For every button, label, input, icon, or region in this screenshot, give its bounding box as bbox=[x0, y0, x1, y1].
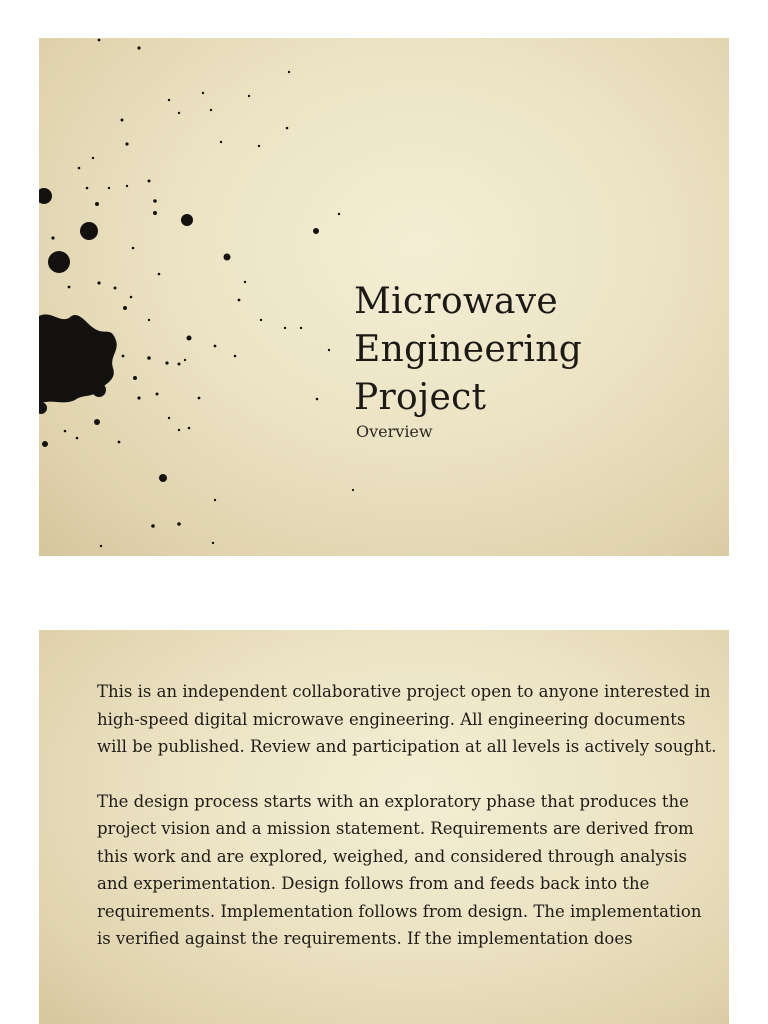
slide-body bbox=[97, 678, 717, 980]
title-slide bbox=[39, 38, 729, 556]
body-paragraph: This is an independent collaborative project open to anyone interested in high-speed digital microwave engineering. All engineering documents will be published. Review and participation at all levels is actively sought. bbox=[97, 682, 717, 756]
slide-title-line: Microwave bbox=[354, 281, 559, 322]
body-paragraph: The design process starts with an exploratory phase that produces the project vision and a mission statement. Requirements are derived from this work and are explored, weighed, and considered through analysis and experimentation. Design follows from and feeds back into the requirements. Implementation follows from design. The implementation is verified against the requirements. If the implementation does bbox=[97, 791, 702, 948]
ink-splatter-decoration bbox=[39, 38, 399, 556]
slide-subtitle: Overview bbox=[356, 422, 433, 441]
content-slide bbox=[39, 630, 729, 1024]
slide-title-line: Project bbox=[354, 377, 487, 418]
slide-title bbox=[354, 278, 582, 422]
slide-title-line: Engineering bbox=[354, 329, 583, 370]
